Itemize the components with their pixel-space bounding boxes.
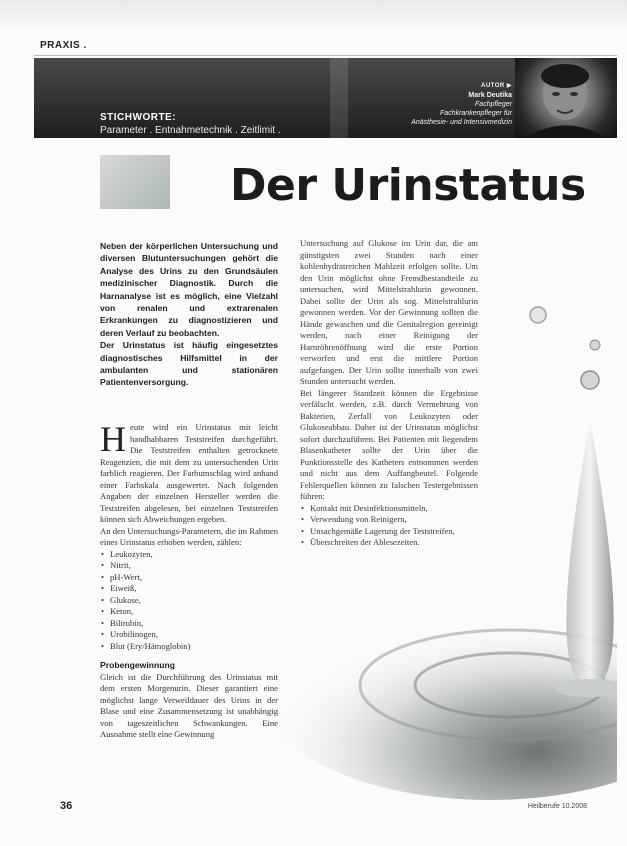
author-name: Mark Deutika [468,92,512,99]
title-thumbnail [100,155,170,209]
keywords: Parameter . Entnahmetechnik . Zeitlimit . [100,125,281,136]
subheading: Probengewinnung [100,660,175,670]
list-item: • Glukose, [100,595,278,607]
parameter-list [100,549,278,653]
drop-cap: H [100,419,126,459]
left-column [100,419,278,741]
list-item: • Eiweiß, [100,583,278,595]
author-role-1: Fachpfleger [475,101,512,108]
section-label: PRAXIS . [40,40,87,51]
body-paragraph-1-text: eute wird ein Urinstatus mit leicht handhabbaren Teststreifen durchgeführt. Die Teststreifen enthalten getrocknete Reagenzien, die mit dem zu untersuchenden Urin farblich reagieren. Der Farbumschlag wird anhand einer Farbskala ausgewertet. Nach folgenden Angaben der einzelnen Hersteller werden die Teststreifen abgelesen, bei einzelnen Teststreifen können sich Abweichungen ergeben. [100,422,278,524]
author-label: AUTOR ▶ [480,83,512,89]
list-item: • Nitrit, [100,560,278,572]
lead-text [100,240,278,389]
list-item: • Unsachgemäße Lagerung der Teststreifen, [300,526,478,538]
scan-edge [0,0,627,30]
author-box [411,82,512,127]
keywords-label: STICHWORTE: [100,112,177,123]
author-role-2: Fachkrankenpfleger für [440,110,512,117]
right-paragraph-2: Bei längerer Standzeit können die Ergebnisse verfälscht werden, z.B. durch Vermehrung von Bakterien, Zerfall von Leukozyten oder Glukoseabbau. Daher ist der Urinstatus möglichst sofort durchzuführen. Bei Patienten mit liegendem Blasenkatheter sollte der Urin über die Punktionsstelle des Katheters entnommen werden und nicht aus dem Auffangbeutel. Folgende Fehlerquellen können zu falschen Testergebnissen führen: [300,387,478,501]
lead-paragraph-2: Der Urinstatus ist häufig eingesetztes diagnostisches Hilfsmittel in der ambulanten und stationären Patientenversorgung. [100,340,278,388]
header-rule [34,55,617,56]
header-band-stripe [330,58,348,138]
right-column [300,238,478,549]
error-source-list [300,503,478,549]
article-title: Der Urinstatus [230,160,586,211]
body-paragraph-2: An den Untersuchungs-Parametern, die im Rahmen eines Urinstatus erhoben werden, zählen: [100,525,278,547]
journal-footer: Heilberufe 10.2008 [527,803,587,810]
author-role-3: Anästhesie- und Intensivmedizin [411,119,512,126]
list-item: • Verwendung von Reinigern, [300,514,478,526]
list-item: • Kontakt mit Desinfektionsmitteln, [300,503,478,515]
list-item: • Keton, [100,606,278,618]
right-paragraph-1: Untersuchung auf Glukose im Urin dar, die am günstigsten zwei Stunden nach einer kohlenhydratreichen Mahlzeit erfolgen sollte. Um den Urin möglichst ohne Fremdbestandteile zu untersuchen, wird Mittelstrahlurin gewonnen. Dabei sollte der Urin als sog. Mittelstrahlurin gewonnen werden. Vor der Gewinnung sollten die Hände gewaschen und die Genitalregion gereinigt werden, nach einer Reinigung der Harnröhrenöffnung wird die erste Portion verworfen und erst die mittlere Portion aufgefangen. Der Urin sollte innerhalb von zwei Stunden untersucht werden. [300,238,478,386]
list-item: • pH-Wert, [100,572,278,584]
body-paragraph-3: Gleich ist die Durchführung des Urinstatus mit dem ersten Morgenurin. Dieser garantiert eine möglichst lange Verweildauer des Urins in der Blase und eine Zusammensetzung ist unabhängig von tageszeitlichen Schwankungen. Eine Ausnahme stellt eine Gewinnung [100,671,278,739]
list-item: • Urobilinogen, [100,629,278,641]
page-number: 36 [60,800,73,812]
list-item: • Leukozyten, [100,549,278,561]
body-paragraph-1 [100,419,278,526]
lead-paragraph-1: Neben der körperlichen Untersuchung und diversen Blutuntersuchungen gehört die Analyse des Urins zu den Grundsäulen medizinischer Diagnostik. Durch die Harnanalyse ist es möglich, eine Vielzahl von renalen und extrarenalen Erkrankungen zu diagnostizieren und deren Verlauf zu beobachten. [100,241,278,338]
list-item: • Überschreiten der Ablesezeiten. [300,537,478,549]
author-photo [515,58,617,138]
list-item: • Blut (Ery/Hämoglobin) [100,641,278,653]
list-item: • Bilirubin, [100,618,278,630]
